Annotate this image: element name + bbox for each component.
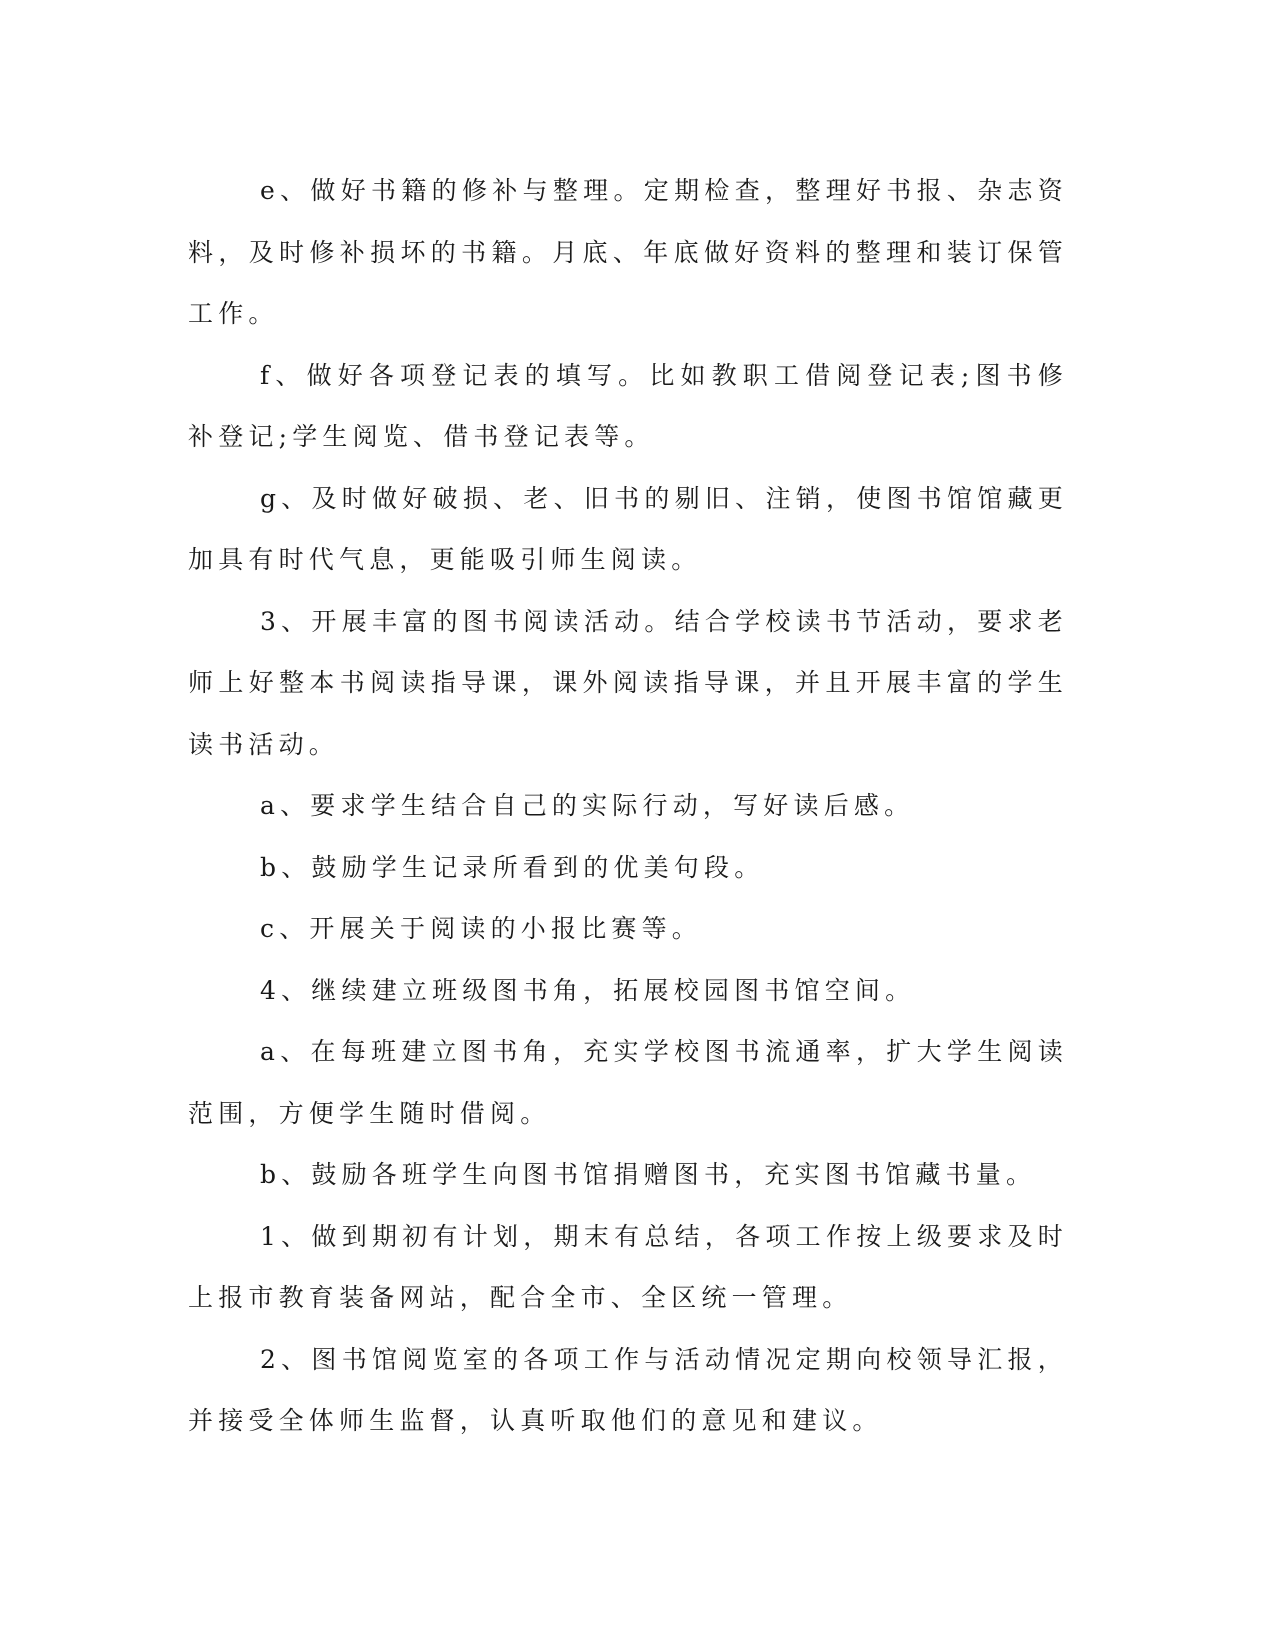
- paragraph-c-newsletter-contest: c、开展关于阅读的小报比赛等。: [260, 914, 703, 943]
- document-body: [188, 160, 1068, 1452]
- paragraph-4-class-book-corner: 4、继续建立班级图书角，拓展校园图书馆空间。: [260, 975, 916, 1005]
- paragraph-3-reading-activities: 3、开展丰富的图书阅读活动。结合学校读书节活动，要求老师上好整本书阅读指导课，课外阅读指导课，并且开展丰富的学生读书活动。: [188, 606, 1068, 759]
- paragraph-g-weeding-old-books: g、及时做好破损、老、旧书的剔旧、注销，使图书馆馆藏更加具有时代气息，更能吸引师生阅读。: [188, 483, 1068, 574]
- paragraph-b-book-donation: b、鼓励各班学生向图书馆捐赠图书，充实图书馆藏书量。: [260, 1160, 1037, 1189]
- paragraph-e-book-repair: e、做好书籍的修补与整理。定期检查，整理好书报、杂志资料，及时修补损坏的书籍。月底、年底做好资料的整理和装订保管工作。: [188, 176, 1068, 328]
- paragraph-a-reading-reflections: a、要求学生结合自己的实际行动，写好读后感。: [260, 791, 915, 820]
- paragraph-a-book-corner-each-class: a、在每班建立图书角，充实学校图书流通率，扩大学生阅读范围，方便学生随时借阅。: [188, 1037, 1068, 1128]
- paragraph-2-reporting-supervision: 2、图书馆阅览室的各项工作与活动情况定期向校领导汇报，并接受全体师生监督，认真听取他们的意见和建议。: [188, 1344, 1068, 1435]
- paragraph-f-registration-forms: f、做好各项登记表的填写。比如教职工借阅登记表;图书修补登记;学生阅览、借书登记表等。: [188, 360, 1068, 451]
- paragraph-1-plans-and-summaries: 1、做到期初有计划，期末有总结，各项工作按上级要求及时上报市教育装备网站，配合全市、全区统一管理。: [188, 1221, 1068, 1312]
- paragraph-b-record-passages: b、鼓励学生记录所看到的优美句段。: [260, 852, 765, 882]
